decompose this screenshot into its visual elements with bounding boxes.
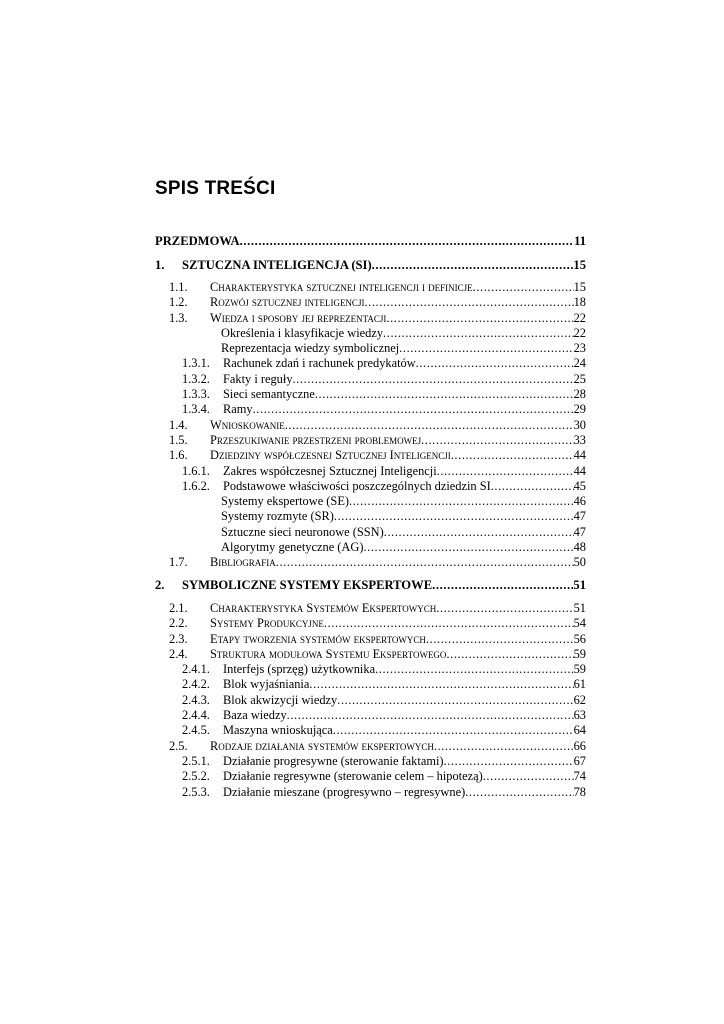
toc-entry-page: 50 <box>573 555 586 570</box>
toc-leader-dots <box>465 785 573 800</box>
toc-entry[interactable] <box>155 372 586 387</box>
toc-entry-page: 64 <box>573 723 586 738</box>
toc-entry-page: 44 <box>573 463 586 478</box>
toc-entry-label: Interfejs (sprzęg) użytkownika <box>223 662 376 677</box>
toc-entry[interactable] <box>155 356 586 371</box>
toc-entry-number: 1.6.2. <box>182 478 210 493</box>
toc-entry[interactable] <box>155 509 586 524</box>
toc-entry-number: 1.6. <box>169 448 188 463</box>
toc-entry[interactable] <box>155 464 586 479</box>
toc-chapter-1-sections <box>155 280 586 571</box>
toc-entry-page: 54 <box>573 616 586 631</box>
toc-leader-dots <box>334 509 574 524</box>
toc-entry-number: 1.4. <box>169 417 188 432</box>
toc-entry-label: Charakterystyka Systemów Ekspertowych <box>210 601 437 615</box>
toc-leader-dots <box>446 647 573 662</box>
toc-entry-label: Reprezentacja wiedzy symbolicznej <box>221 341 400 356</box>
toc-entry-page: 44 <box>573 448 586 463</box>
toc-entry-preface[interactable] <box>155 234 586 249</box>
toc-entry[interactable] <box>155 540 586 555</box>
toc-chapter-2-sections <box>155 601 586 800</box>
toc-leader-dots <box>285 418 574 433</box>
toc-entry-page: 22 <box>573 325 586 340</box>
toc-entry-page: 66 <box>573 738 586 753</box>
toc-leader-dots <box>363 540 573 555</box>
toc-entry-number: 1.3. <box>169 310 188 325</box>
toc-entry-label: Wiedza i sposoby jej reprezentacji <box>210 310 387 325</box>
toc-entry-label: Baza wiedzy <box>223 708 287 723</box>
toc-entry-number: 2.5.1. <box>182 753 210 768</box>
toc-entry[interactable] <box>155 494 586 509</box>
toc-entry-number: 2.5. <box>169 738 188 753</box>
toc-entry-number: 2.3. <box>169 631 188 646</box>
toc-entry[interactable] <box>155 769 586 784</box>
page-title: SPIS TREŚCI <box>155 178 276 199</box>
toc-entry[interactable] <box>155 662 586 677</box>
toc-entry-label: SZTUCZNA INTELIGENCJA (SI) <box>182 258 372 272</box>
toc-entry-number: 1. <box>155 258 165 272</box>
toc-entry-label: SYMBOLICZNE SYSTEMY EKSPERTOWE <box>182 578 433 592</box>
toc-leader-dots <box>276 555 574 570</box>
toc-leader-dots <box>444 754 574 769</box>
toc-entry[interactable] <box>155 739 586 754</box>
toc-leader-dots <box>324 616 574 631</box>
toc-entry-label: Maszyna wnioskująca <box>223 723 333 738</box>
toc-leader-dots <box>349 494 574 509</box>
toc-entry[interactable] <box>155 280 586 295</box>
toc-entry-page: 15 <box>573 258 586 272</box>
toc-leader-dots <box>287 708 574 723</box>
toc-entry-page: 18 <box>573 295 586 310</box>
toc-entry-page: 24 <box>573 356 586 371</box>
toc-entry-page: 46 <box>573 494 586 509</box>
toc-entry-label: Charakterystyka sztucznej inteligencji i definicje <box>210 280 473 294</box>
toc-leader-dots <box>386 311 573 326</box>
toc-entry-chapter-1[interactable] <box>155 258 586 273</box>
toc-entry[interactable] <box>155 754 586 769</box>
toc-entry[interactable] <box>155 677 586 692</box>
toc-entry-label: Ramy <box>223 402 253 417</box>
toc-entry-label: Etapy tworzenia systemów ekspertowych <box>210 631 426 646</box>
toc-leader-dots <box>491 479 574 494</box>
toc-entry-page: 62 <box>573 692 586 707</box>
toc-entry-page: 51 <box>573 601 586 615</box>
toc-leader-dots <box>399 341 573 356</box>
toc-entry-label: Rodzaje działania systemów ekspertowych <box>210 738 434 753</box>
toc-entry-label: Dziedziny współczesnej Sztucznej Inteligencji <box>210 448 451 463</box>
toc-leader-dots <box>383 326 574 341</box>
toc-entry-number: 1.5. <box>169 432 188 447</box>
toc-entry-label: Struktura modułowa Systemu Ekspertowego <box>210 646 447 661</box>
toc-entry-number: 2.4. <box>169 646 188 661</box>
toc-entry-number: 2.2. <box>169 616 188 631</box>
toc-entry-page: 22 <box>573 310 586 325</box>
toc-entry-page: 15 <box>573 280 586 294</box>
toc-leader-dots <box>437 464 574 479</box>
toc-entry-label: Podstawowe właściwości poszczególnych dziedzin SI <box>223 478 491 493</box>
toc-entry-page: 25 <box>573 371 586 386</box>
toc-entry-number: 2.4.5. <box>182 723 210 738</box>
toc-entry-number: 1.6.1. <box>182 463 210 478</box>
toc-entry-number: 2.4.4. <box>182 708 210 723</box>
toc-entry[interactable] <box>155 555 586 570</box>
toc-entry-page: 67 <box>573 753 586 768</box>
toc-entry[interactable] <box>155 448 586 463</box>
toc-entry-page: 11 <box>574 234 586 248</box>
toc-entry[interactable] <box>155 525 586 540</box>
toc-leader-dots <box>473 280 574 295</box>
toc-entry[interactable] <box>155 387 586 402</box>
toc-entry-number: 2.5.3. <box>182 784 210 799</box>
toc-entry[interactable] <box>155 785 586 800</box>
toc-entry-page: 59 <box>573 646 586 661</box>
toc-entry[interactable] <box>155 295 586 310</box>
toc-entry-label: Systemy ekspertowe (SE) <box>221 494 350 509</box>
toc-entry-number: 2.1. <box>169 601 188 615</box>
toc-entry-label: Sztuczne sieci neuronowe (SSN) <box>221 524 384 539</box>
toc-leader-dots <box>416 356 574 371</box>
toc-leader-dots <box>253 402 574 417</box>
toc-entry[interactable] <box>155 341 586 356</box>
toc-entry-label: Rozwój sztucznej inteligencji <box>210 295 365 310</box>
toc-entry-page: 29 <box>573 402 586 417</box>
toc-entry[interactable] <box>155 418 586 433</box>
toc-leader-dots <box>337 693 573 708</box>
toc-leader-dots <box>421 433 574 448</box>
toc-entry-label: Działanie regresywne (sterowanie celem – hipotezą) <box>223 769 483 784</box>
toc-leader-dots <box>432 578 573 593</box>
toc-entry-number: 2.5.2. <box>182 769 210 784</box>
toc-leader-dots <box>436 601 573 616</box>
toc-leader-dots <box>240 234 574 249</box>
toc-entry-number: 1.3.3. <box>182 387 210 402</box>
toc-entry[interactable] <box>155 616 586 631</box>
toc-entry-page: 45 <box>573 478 586 493</box>
toc-leader-dots <box>309 677 573 692</box>
toc-leader-dots <box>483 769 574 784</box>
toc-leader-dots <box>293 372 574 387</box>
toc-entry-page: 74 <box>573 769 586 784</box>
toc-leader-dots <box>372 258 574 273</box>
toc-entry-page: 59 <box>573 662 586 677</box>
toc-entry[interactable] <box>155 723 586 738</box>
toc-leader-dots <box>364 295 573 310</box>
toc-entry-label: Określenia i klasyfikacje wiedzy <box>221 325 384 340</box>
toc-entry[interactable] <box>155 708 586 723</box>
toc-entry-number: 2.4.2. <box>182 677 210 692</box>
toc-entry-label: Systemy Produkcyjne <box>210 616 324 631</box>
toc-leader-dots <box>451 448 574 463</box>
toc-entry[interactable] <box>155 479 586 494</box>
toc-entry-label: Blok wyjaśniania <box>223 677 310 692</box>
toc-entry[interactable] <box>155 647 586 662</box>
toc-entry-number: 1.1. <box>169 280 188 294</box>
toc-entry-label: Fakty i reguły <box>223 371 293 386</box>
toc-entry-page: 30 <box>573 417 586 432</box>
toc-entry-chapter-2[interactable] <box>155 578 586 593</box>
toc-entry[interactable] <box>155 433 586 448</box>
toc-entry-label: Systemy rozmyte (SR) <box>221 509 334 524</box>
toc-entry-number: 2.4.1. <box>182 662 210 677</box>
toc-entry-page: 28 <box>573 387 586 402</box>
toc-entry[interactable] <box>155 402 586 417</box>
toc-entry-label: Rachunek zdań i rachunek predykatów <box>223 356 416 371</box>
toc-entry-page: 56 <box>573 631 586 646</box>
toc-entry-page: 61 <box>573 677 586 692</box>
toc-entry-label: Sieci semantyczne <box>223 387 315 402</box>
toc-leader-dots <box>384 525 574 540</box>
toc-entry-page: 33 <box>573 432 586 447</box>
toc-entry-page: 23 <box>573 341 586 356</box>
toc-entry[interactable] <box>155 326 586 341</box>
toc-entry[interactable] <box>155 601 586 616</box>
toc-entry-number: 1.2. <box>169 295 188 310</box>
toc-entry-label: Przeszukiwanie przestrzeni problemowej <box>210 432 422 447</box>
toc-leader-dots <box>315 387 574 402</box>
toc-entry-page: 51 <box>573 578 586 592</box>
toc-entry-label: Bibliografia <box>210 555 276 570</box>
toc-leader-dots <box>434 739 574 754</box>
toc-entry-number: 2. <box>155 578 165 592</box>
toc-entry-label: Zakres współczesnej Sztucznej Inteligencji <box>223 463 437 478</box>
toc-entry-number: 1.7. <box>169 555 188 570</box>
toc-entry-label: Algorytmy genetyczne (AG) <box>221 540 364 555</box>
toc-entry-page: 47 <box>573 509 586 524</box>
toc-entry[interactable] <box>155 693 586 708</box>
toc-entry-page: 63 <box>573 708 586 723</box>
toc-entry[interactable] <box>155 311 586 326</box>
toc-entry-page: 47 <box>573 524 586 539</box>
toc-entry-label: Działanie mieszane (progresywno – regresywne) <box>223 784 466 799</box>
toc-entry-number: 1.3.4. <box>182 402 210 417</box>
toc-leader-dots <box>375 662 574 677</box>
toc-entry-page: 48 <box>573 540 586 555</box>
toc-entry-number: 1.3.1. <box>182 356 210 371</box>
toc-leader-dots <box>426 632 574 647</box>
toc-entry[interactable] <box>155 632 586 647</box>
toc-entry-number: 2.4.3. <box>182 692 210 707</box>
toc-entry-label: Blok akwizycji wiedzy <box>223 692 338 707</box>
toc-entry-label: Działanie progresywne (sterowanie faktami) <box>223 753 444 768</box>
toc-entry-label: Wnioskowanie <box>210 417 285 432</box>
toc-entry-page: 78 <box>573 784 586 799</box>
toc-leader-dots <box>333 723 574 738</box>
toc-entry-label: PRZEDMOWA <box>155 234 240 248</box>
toc-entry-number: 1.3.2. <box>182 371 210 386</box>
